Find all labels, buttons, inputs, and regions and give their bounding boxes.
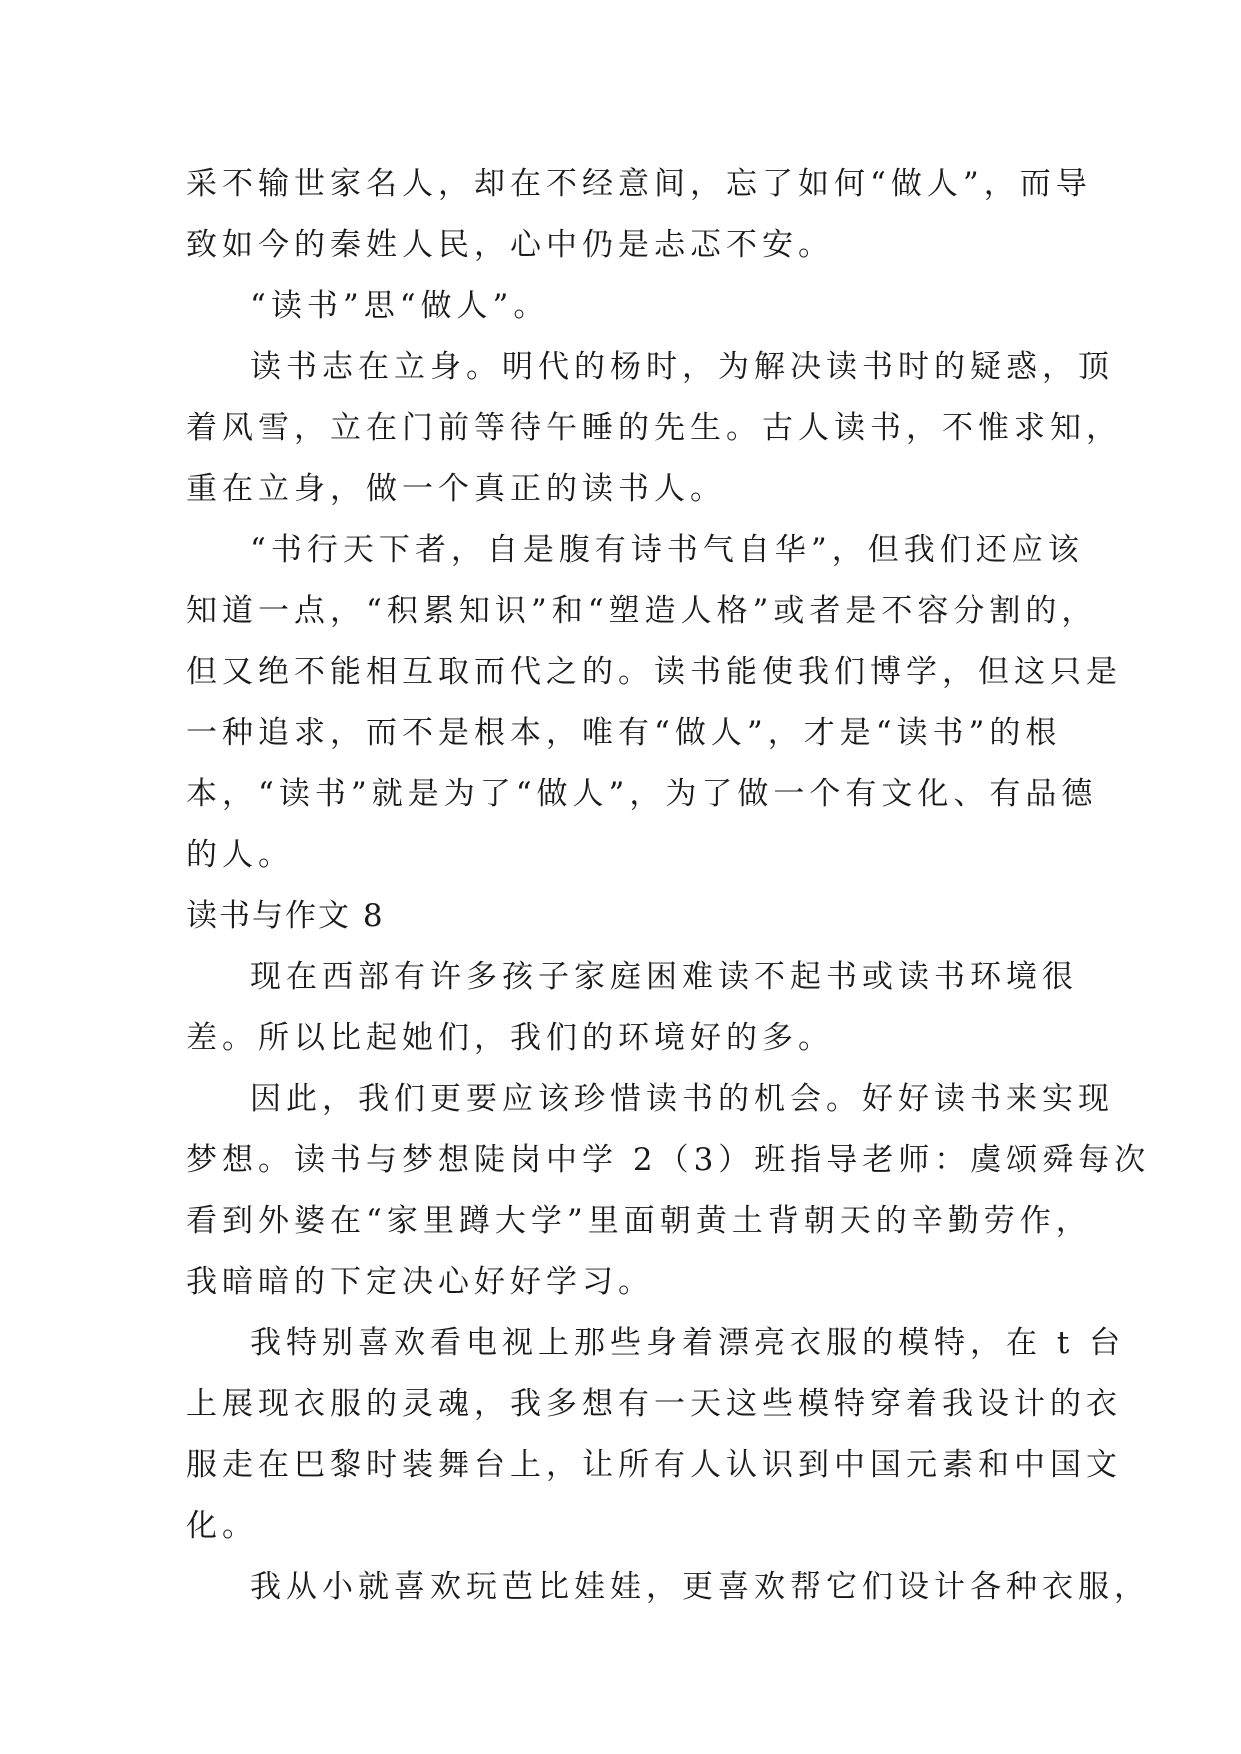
text-line: 知道一点，“积累知识”和“塑造人格”或者是不容分割的， — [186, 593, 1098, 629]
paragraph-start: 现在西部有许多孩子家庭困难读不起书或读书环境很 — [250, 959, 1078, 995]
text-line: 差。所以比起她们，我们的环境好的多。 — [186, 1020, 834, 1056]
paragraph-start: “书行天下者，自是腹有诗书气自华”，但我们还应该 — [250, 532, 1084, 568]
paragraph-start: 我从小就喜欢玩芭比娃娃，更喜欢帮它们设计各种衣服， — [250, 1569, 1150, 1605]
section-heading: 读书与作文 8 — [186, 898, 385, 934]
paragraph-start: 因此，我们更要应该珍惜读书的机会。好好读书来实现 — [250, 1081, 1114, 1117]
paragraph-start: 我特别喜欢看电视上那些身着漂亮衣服的模特，在 t 台 — [250, 1325, 1126, 1361]
text-line: 化。 — [186, 1508, 258, 1544]
text-line: 采不输世家名人，却在不经意间，忘了如何“做人”，而导 — [186, 166, 1092, 202]
text-line: 服走在巴黎时装舞台上，让所有人认识到中国元素和中国文 — [186, 1447, 1122, 1483]
text-line: 但又绝不能相互取而代之的。读书能使我们博学，但这只是 — [186, 654, 1122, 690]
text-line: 致如今的秦姓人民，心中仍是忐忑不安。 — [186, 227, 834, 263]
document-page — [186, 154, 1151, 1618]
text-line: 本，“读书”就是为了“做人”，为了做一个有文化、有品德 — [186, 776, 1098, 812]
text-line: 梦想。读书与梦想陡岗中学 2（3）班指导老师：虞颂舜每次 — [186, 1142, 1151, 1178]
text-line: 着风雪，立在门前等待午睡的先生。古人读书，不惟求知， — [186, 410, 1122, 446]
text-line: 我暗暗的下定决心好好学习。 — [186, 1264, 654, 1300]
text-line: 看到外婆在“家里蹲大学”里面朝黄土背朝天的辛勤劳作， — [186, 1203, 1092, 1239]
text-line: “读书”思“做人”。 — [250, 288, 550, 324]
text-line: 的人。 — [186, 837, 294, 873]
text-line: 一种追求，而不是根本，唯有“做人”，才是“读书”的根 — [186, 715, 1062, 751]
paragraph-start: 读书志在立身。明代的杨时，为解决读书时的疑惑，顶 — [250, 349, 1114, 385]
text-line: 重在立身，做一个真正的读书人。 — [186, 471, 726, 507]
text-line: 上展现衣服的灵魂，我多想有一天这些模特穿着我设计的衣 — [186, 1386, 1122, 1422]
